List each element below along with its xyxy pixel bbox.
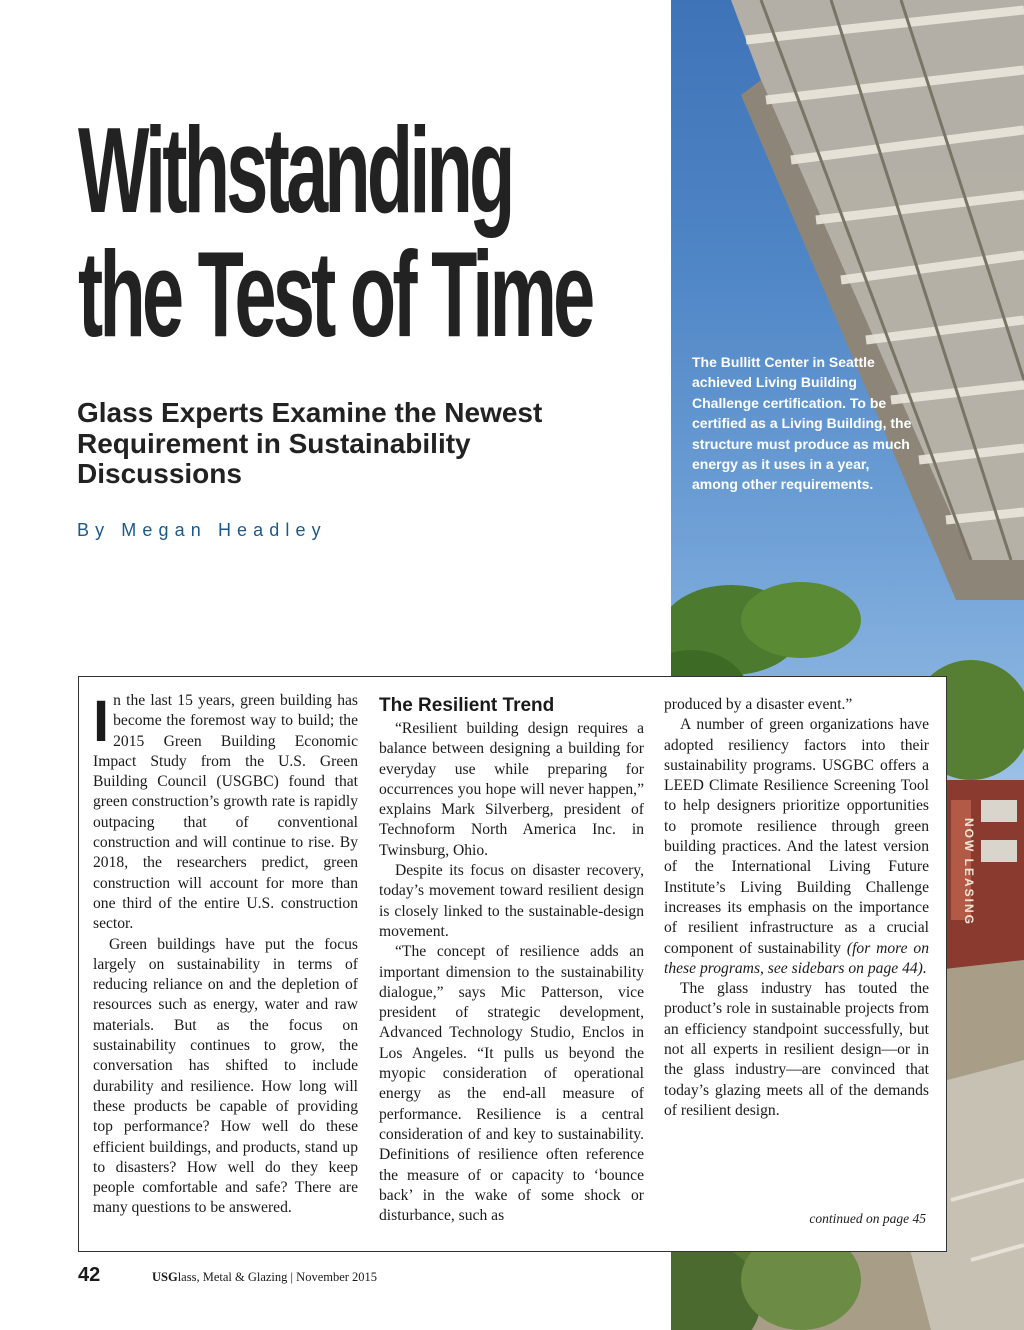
paragraph: Green buildings have put the focus largely on sustainability in terms of reducing reliance on and the depletion of resources such as energy, water and raw materials. But as the focus on sustainability continues to grow, the conversation has shifted to include durability and resilience. How long will these products be capable of providing top performance? How well do these efficient buildings, and products, stand up to disasters? How well do they keep people comfortable and safe? There are many questions to be answered. xyxy=(93,935,358,1217)
sidebar-reference: (for more on these programs, see sidebars on page 44). xyxy=(664,939,929,977)
leasing-sign: NOW LEASING xyxy=(962,818,976,926)
drop-cap: I xyxy=(93,689,110,754)
paragraph xyxy=(664,715,929,979)
issue-date: November 2015 xyxy=(296,1270,378,1284)
page-number: 42 xyxy=(78,1264,101,1286)
article-column-3 xyxy=(664,695,929,1121)
headline-line-2: the Test of Time xyxy=(78,226,592,362)
section-heading: The Resilient Trend xyxy=(379,695,555,716)
paragraph: “Resilient building design requires a balance between designing a building for everyday use while preparing for occurrences you hope will never happen,” explains Mark Silverberg, president of Technoform North America Inc. in Twinsburg, Ohio. xyxy=(379,720,644,859)
magazine-name-bold: USG xyxy=(152,1270,178,1284)
paragraph-text: n the last 15 years, green building has become the foremost way to build; the 2015 Green Building Economic Impact Study from the U.S. Green Building Council (USGBC) found that green construction’s growth rate is rapidly outpacing that of conventional construction and will continue to rise. By 2018, the researchers predict, green construction will account for more than one third of the entire U.S. construction sector. xyxy=(93,692,358,933)
article-column-2 xyxy=(379,695,644,1226)
paragraph: Despite its focus on disaster recovery, today’s movement toward resilient design is closely linked to the sustainable-design movement. xyxy=(379,862,644,940)
magazine-name: lass, Metal & Glazing xyxy=(177,1270,288,1284)
headline-line-1: Withstanding xyxy=(78,102,512,238)
paragraph-text: A number of green organizations have adopted resiliency factors into their sustainability programs. USGBC offers a LEED Climate Resilience Screening Tool to help designers prioritize opportunities to promote resilience through green building practices. And the latest version of the International Living Future Institute’s Living Building Challenge increases its emphasis on the importance of resilient infrastructure as a crucial component of sustainability xyxy=(664,716,929,957)
subtitle: Glass Experts Examine the Newest Requirement in Sustainability Discussions xyxy=(77,397,543,489)
paragraph: “The concept of resilience adds an important dimension to the sustainability dialogue,” says Mic Patterson, vice president of strategic development, Advanced Technology Studio, Enclos in Los Angeles. “It pulls us beyond the myopic consideration of operational energy as the end-all measure of performance. Resilience is a central consideration of and key to sustainability. Definitions of resilience often reference the measure of or capacity to ‘bounce back’ in the wake of some shock or disturbance, such as xyxy=(379,943,644,1225)
separator: | xyxy=(290,1270,294,1284)
article-column-1 xyxy=(93,691,358,1219)
paragraph: The glass industry has touted the product’s role in sustainable projects from an efficiency standpoint successfully, but not all experts in resilient design—or in the glass industry—are convinced that today’s glazing meets all of the demands of resilient design. xyxy=(664,980,929,1119)
paragraph xyxy=(93,691,358,935)
photo-caption: The Bullitt Center in Seattle achieved Living Building Challenge certification. To be certified as a Living Building, the structure must produce as much energy as it uses in a year, among other requirements. xyxy=(692,354,912,493)
headline xyxy=(78,102,592,362)
continued-link[interactable]: continued on page 45 xyxy=(809,1211,926,1226)
paragraph: produced by a disaster event.” xyxy=(664,696,853,713)
magazine-line xyxy=(152,1270,377,1285)
article-box xyxy=(78,676,947,1252)
byline: By Megan Headley xyxy=(77,520,327,540)
